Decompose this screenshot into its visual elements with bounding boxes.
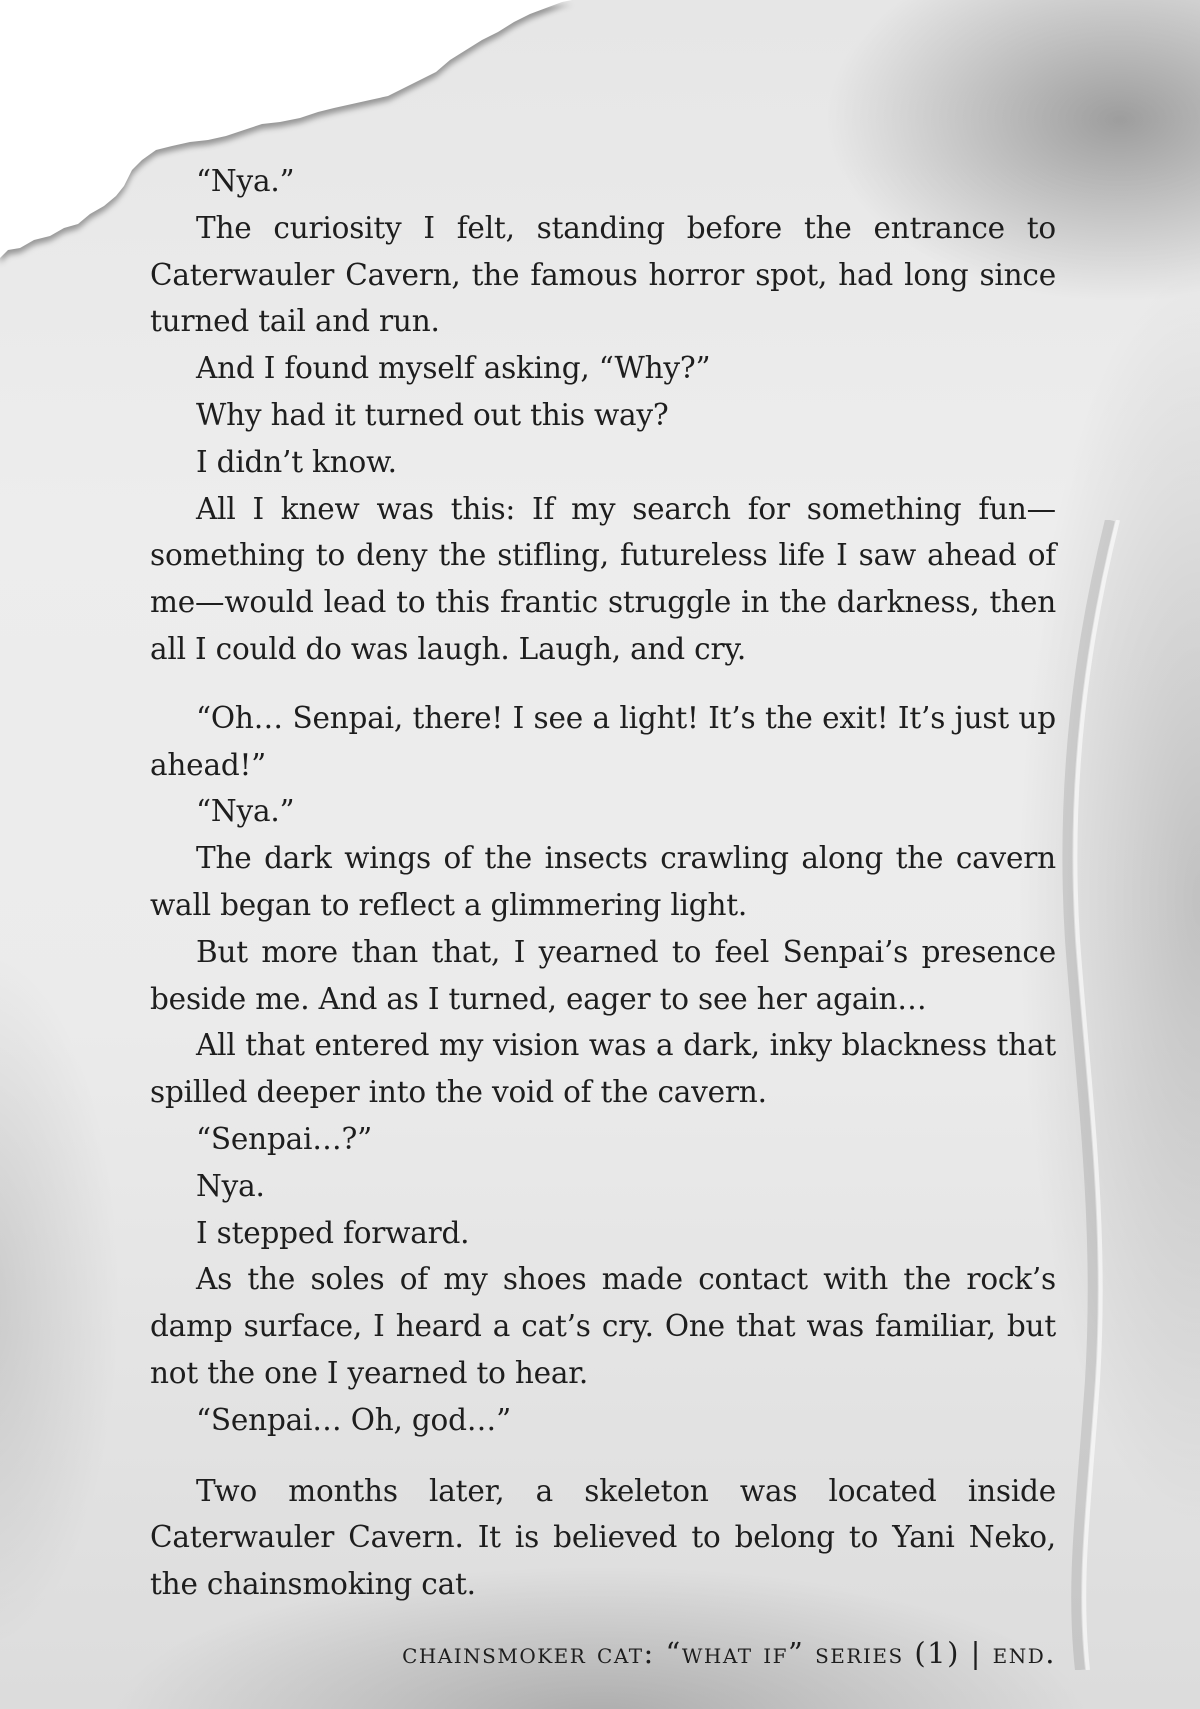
- paragraph: The dark wings of the insects crawling along the cavern wall began to reflect a glimmering light.: [150, 841, 1056, 922]
- story-text: [150, 158, 1056, 1677]
- paragraph: All I knew was this: If my search for something fun—something to deny the stifling, futureless life I saw ahead of me—would lead to this frantic struggle in the darkness, then all I could do was laugh. Laugh, and cry.: [150, 491, 1056, 666]
- paragraph: Two months later, a skeleton was located inside Caterwauler Cavern. It is believed to belong to Yani Neko, the chainsmoking cat.: [150, 1473, 1056, 1602]
- paragraph: But more than that, I yearned to feel Senpai’s presence beside me. And as I turned, eager to see her again…: [150, 934, 1056, 1016]
- paragraph: I stepped forward.: [196, 1215, 470, 1250]
- paragraph: And I found myself asking, “Why?”: [196, 351, 711, 386]
- paragraph: As the soles of my shoes made contact with the rock’s damp surface, I heard a cat’s cry. One that was familiar, but not the one I yearned to hear.: [150, 1262, 1056, 1390]
- paragraph: “Nya.”: [196, 794, 295, 829]
- paragraph: The curiosity I felt, standing before the entrance to Caterwauler Cavern, the famous horror spot, had long since turned tail and run.: [150, 210, 1056, 339]
- end-line: chainsmoker cat: “what if” series (1) | end.: [402, 1635, 1056, 1670]
- paragraph: I didn’t know.: [196, 444, 397, 479]
- paragraph: “Senpai… Oh, god…”: [196, 1402, 511, 1437]
- paragraph: “Nya.”: [196, 164, 295, 198]
- paragraph: “Oh… Senpai, there! I see a light! It’s the exit! It’s just up ahead!”: [150, 700, 1056, 782]
- paragraph: Why had it turned out this way?: [196, 397, 669, 432]
- scene-break: [150, 1444, 1056, 1468]
- paper-crease: [1040, 520, 1160, 1670]
- scene-break: [150, 673, 1056, 695]
- paragraph: All that entered my vision was a dark, inky blackness that spilled deeper into the void of the cavern.: [150, 1028, 1056, 1110]
- paragraph: “Senpai…?”: [196, 1121, 373, 1156]
- paragraph: Nya.: [196, 1168, 265, 1203]
